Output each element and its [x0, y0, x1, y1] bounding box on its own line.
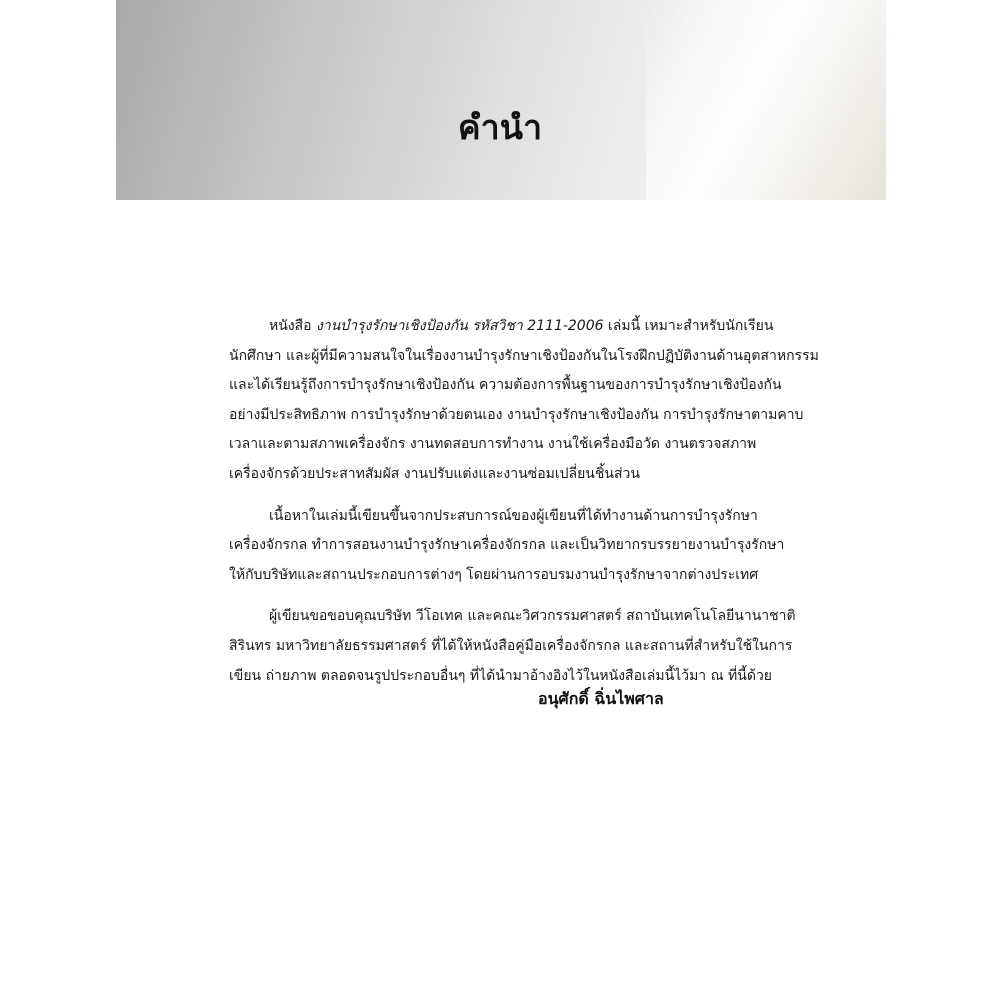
paragraph-line: เครื่องจักรกล ทำการสอนงานบำรุงรักษาเครื่องจักรกล และเป็นวิทยากรบรรยายงานบำรุงรักษา [229, 537, 785, 554]
paragraph-line: เวลาและตามสภาพเครื่องจักร งานทดสอบการทำงาน งานใช้เครื่องมือวัด งานตรวจสภาพ [229, 436, 757, 453]
paragraph-line: ให้กับบริษัทและสถานประกอบการต่างๆ โดยผ่านการอบรมงานบำรุงรักษาจากต่างประเทศ [229, 566, 759, 583]
paragraph-line: นักศึกษา และผู้ที่มีความสนใจในเรื่องงานบำรุงรักษาเชิงป้องกันในโรงฝึกปฏิบัติงานด้านอุตสาหกรรม [229, 347, 819, 364]
paragraph-line: ผู้เขียนขอขอบคุณบริษัท วีโอเทค และคณะวิศวกรรมศาสตร์ สถาบันเทคโนโลยีนานาชาติ [269, 608, 796, 625]
page-title: คำนำ [457, 108, 543, 148]
author-signature: อนุศักดิ์ ฉิ่นไพศาล [538, 689, 664, 708]
paragraph-line: หนังสือ งานบำรุงรักษาเชิงป้องกัน รหัสวิชา 2111-2006 เล่มนี้ เหมาะสำหรับนักเรียน [269, 318, 774, 334]
header-banner [116, 0, 886, 200]
foreword-body [229, 312, 819, 703]
paragraph-line: เนื้อหาในเล่มนี้เขียนขึ้นจากประสบการณ์ของผู้เขียนที่ได้ทำงานด้านการบำรุงรักษา [269, 507, 758, 524]
paragraph-line: และได้เรียนรู้ถึงการบำรุงรักษาเชิงป้องกัน ความต้องการพื้นฐานของการบำรุงรักษาเชิงป้องกัน [229, 377, 782, 394]
paragraph-line: เขียน ถ่ายภาพ ตลอดจนรูปประกอบอื่นๆ ที่ได้นำมาอ้างอิงไว้ในหนังสือเล่มนี้ไว้มา ณ ที่นี้ด้วย [229, 667, 773, 684]
paragraph-3 [229, 602, 803, 691]
paragraph-line: สิรินทร มหาวิทยาลัยธรรมศาสตร์ ที่ได้ให้หนังสือคู่มือเครื่องจักรกล และสถานที่สำหรับใช้ในการ [229, 637, 793, 654]
paragraph-line: เครื่องจักรด้วยประสาทสัมผัส งานปรับแต่งและงานซ่อมเปลี่ยนชิ้นส่วน [229, 465, 640, 482]
paragraph-2 [229, 502, 803, 591]
paragraph-line: อย่างมีประสิทธิภาพ การบำรุงรักษาด้วยตนเอง งานบำรุงรักษาเชิงป้องกัน การบำรุงรักษาตามคาบ [229, 406, 804, 423]
paragraph-1 [229, 312, 819, 490]
book-title-emphasis: งานบำรุงรักษาเชิงป้องกัน รหัสวิชา 2111-2006 [316, 318, 604, 334]
